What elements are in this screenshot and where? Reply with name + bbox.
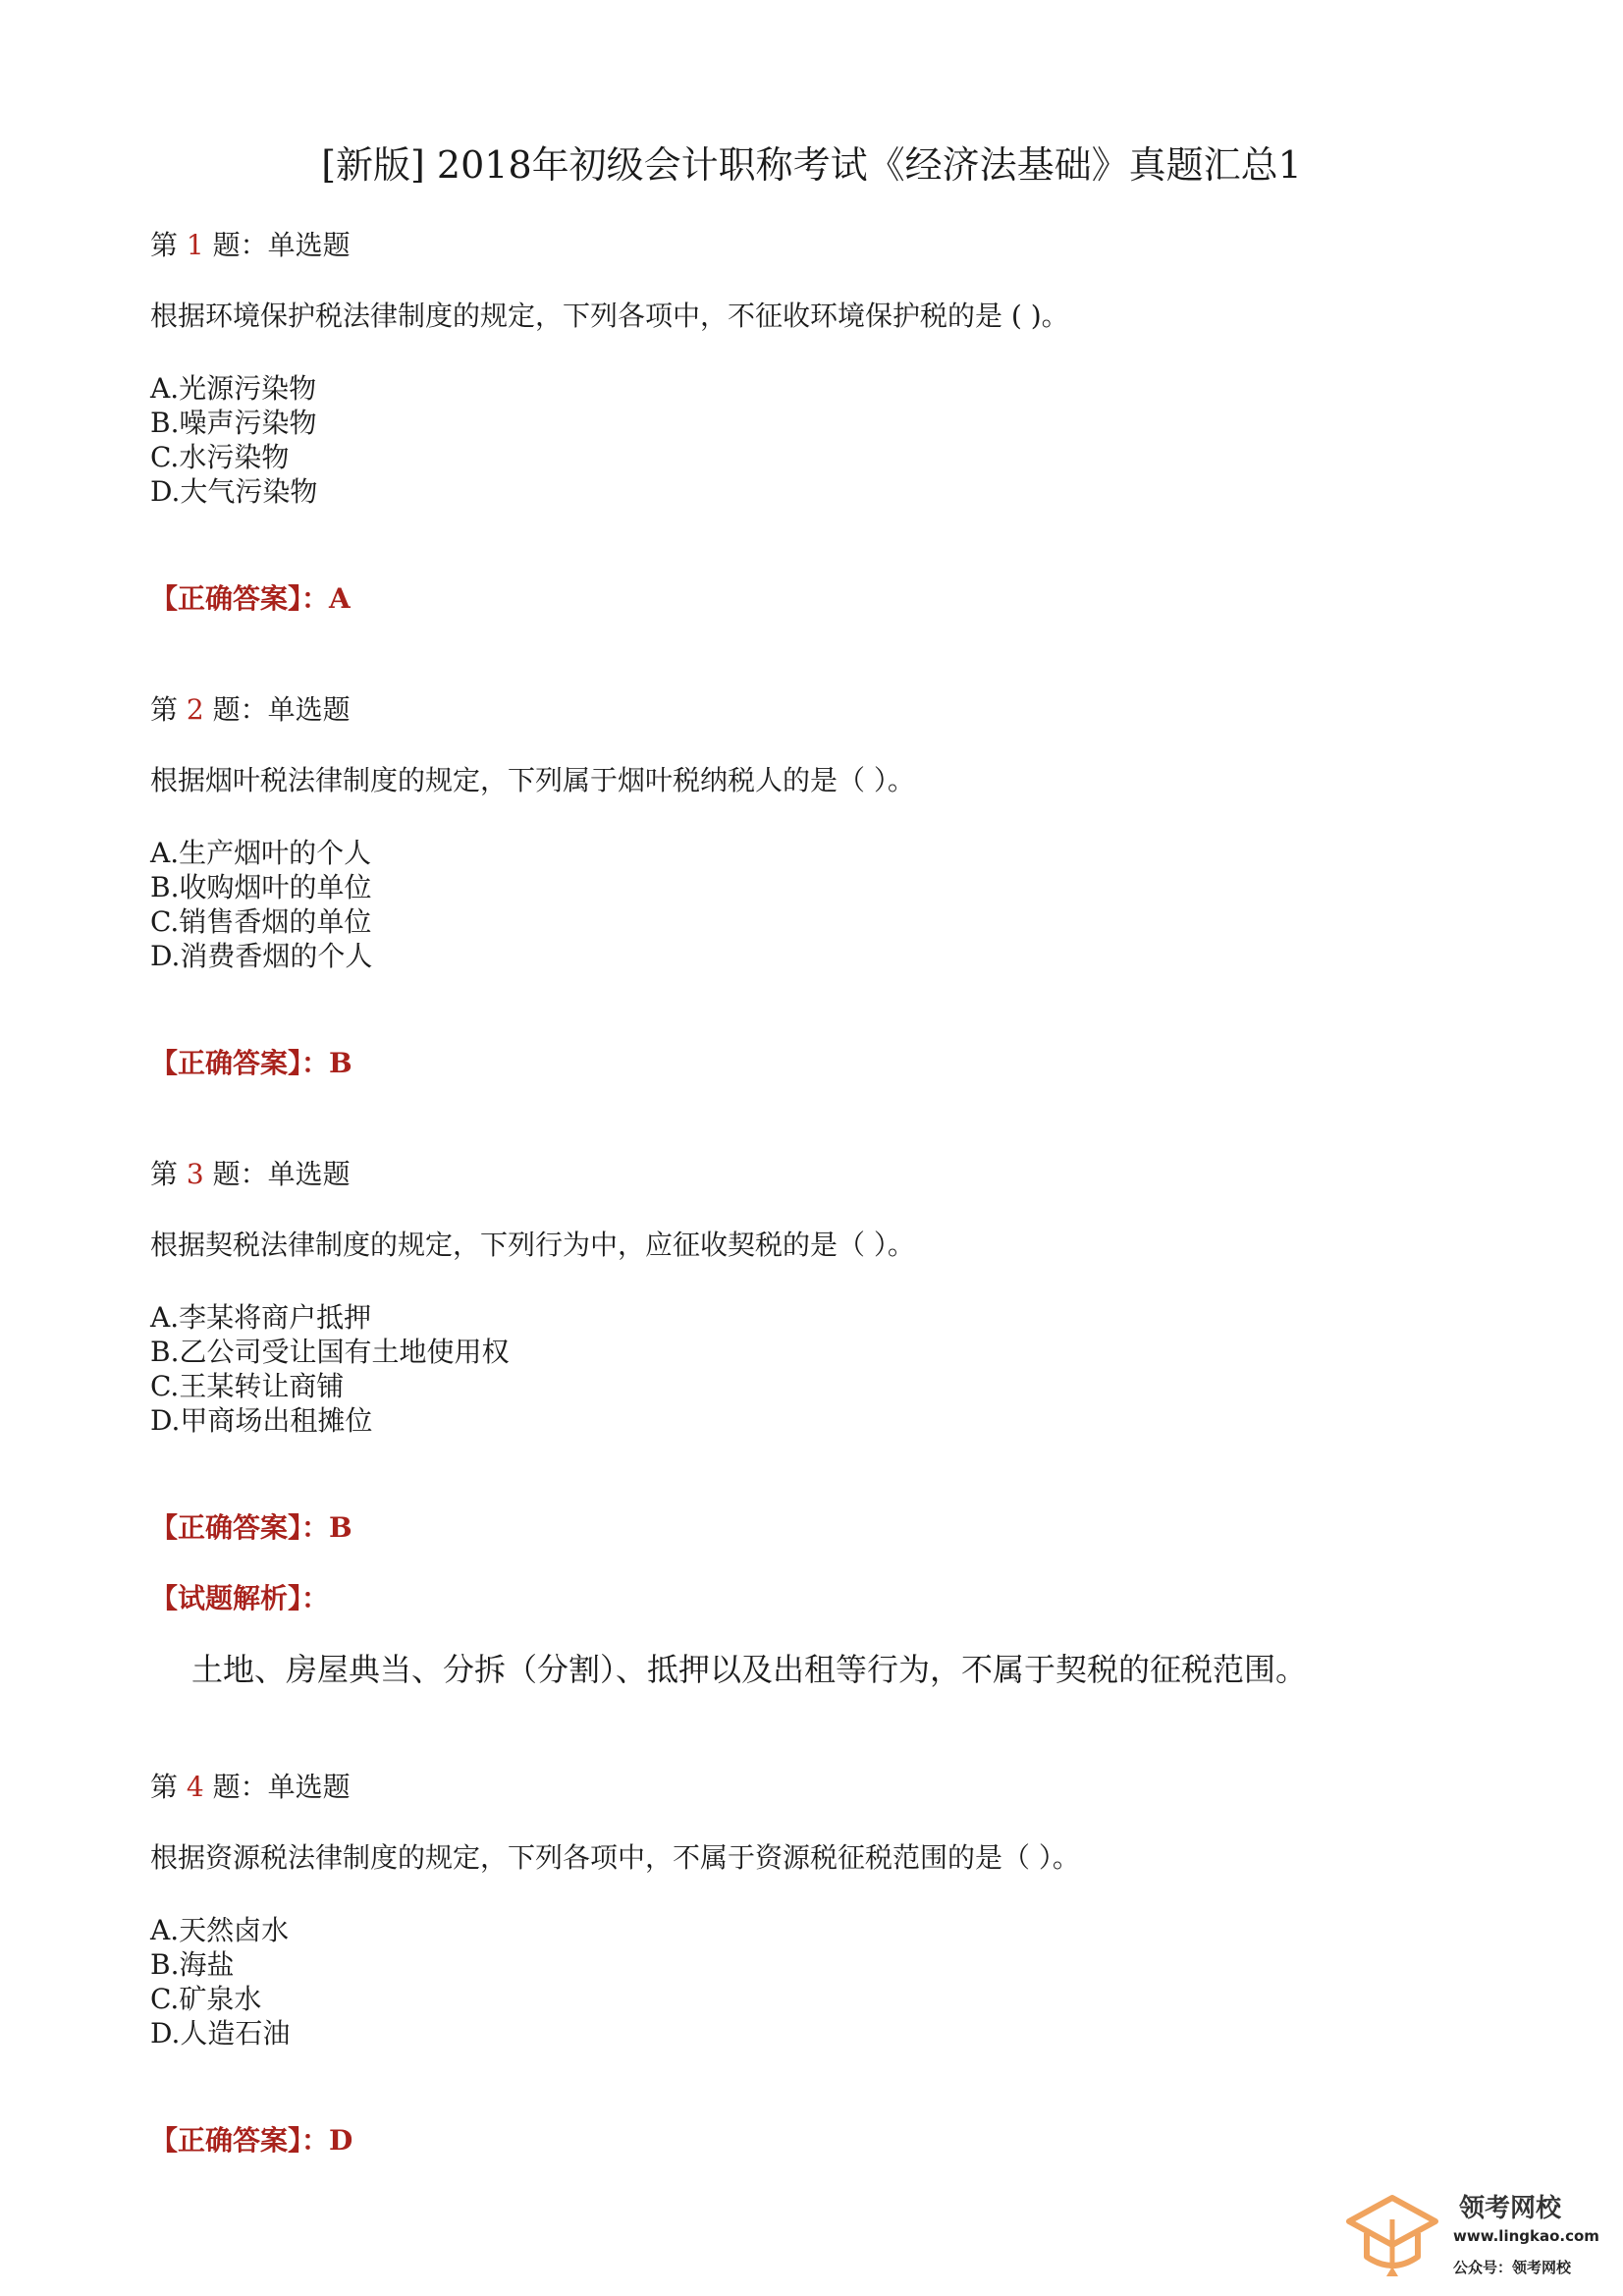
option-list [150,1300,509,1438]
option-a: A.生产烟叶的个人 [150,837,372,869]
analysis-label: 【试题解析】： [150,1582,330,1614]
option-b: B.海盐 [150,1948,235,1981]
watermark-name: 领考网校 [1459,2194,1562,2223]
question-stem: 根据烟叶税法律制度的规定，下列属于烟叶税纳税人的是（ ）。 [150,764,915,796]
watermark-public-account: 公众号：领考网校 [1453,2259,1572,2276]
correct-answer: 【正确答案】：B [150,1511,352,1544]
question-type: 题：单选题 [212,229,351,261]
question-header [150,1157,1505,1192]
page-title: [新版] 2018年初级会计职称考试《经济法基础》真题汇总1 [321,143,1302,187]
question-number: 3 [186,1158,204,1190]
question-4 [150,1770,1505,2157]
question-type: 题：单选题 [212,693,351,726]
option-b: B.收购烟叶的单位 [150,871,372,903]
option-d: D.人造石油 [150,2017,291,2050]
analysis-text: 土地、房屋典当、分拆（分割）、抵押以及出租等行为，不属于契税的征税范围。 [191,1651,1308,1688]
option-c: C.水污染物 [150,441,290,473]
question-stem: 根据契税法律制度的规定，下列行为中，应征收契税的是（ ）。 [150,1229,915,1261]
option-d: D.大气污染物 [150,475,318,508]
question-header [150,692,1505,728]
question-number: 4 [186,1771,204,1803]
question-number: 2 [186,693,204,726]
question-prefix: 第 [150,693,179,726]
watermark-logo [1343,2188,1598,2286]
option-a: A.天然卤水 [150,1914,290,1946]
question-prefix: 第 [150,229,179,261]
graduation-cap-icon [1343,2190,1441,2280]
correct-answer: 【正确答案】：D [150,2124,353,2157]
option-b: B.噪声污染物 [150,407,317,439]
question-type: 题：单选题 [212,1771,351,1803]
option-a: A.光源污染物 [150,372,317,405]
watermark-url: www.lingkao.com [1453,2227,1599,2245]
option-d: D.消费香烟的个人 [150,940,373,972]
question-prefix: 第 [150,1771,179,1803]
question-prefix: 第 [150,1158,179,1190]
question-1 [150,228,1505,615]
question-stem: 根据环境保护税法律制度的规定，下列各项中，不征收环境保护税的是 ( )。 [150,300,1069,332]
option-c: C.王某转让商铺 [150,1370,345,1402]
option-c: C.矿泉水 [150,1983,262,2015]
question-3 [150,1157,1505,1688]
option-c: C.销售香烟的单位 [150,905,372,938]
question-stem: 根据资源税法律制度的规定，下列各项中，不属于资源税征税范围的是（ ）。 [150,1841,1080,1874]
question-header [150,228,1505,263]
question-type: 题：单选题 [212,1158,351,1190]
option-list [150,836,372,973]
option-d: D.甲商场出租摊位 [150,1404,373,1437]
correct-answer: 【正确答案】：B [150,1047,352,1079]
option-list [150,371,317,509]
question-header [150,1770,1505,1805]
option-a: A.李某将商户抵押 [150,1301,372,1334]
option-b: B.乙公司受让国有土地使用权 [150,1336,510,1368]
question-2 [150,692,1505,1079]
correct-answer: 【正确答案】：A [150,582,351,615]
option-list [150,1913,290,2050]
question-number: 1 [186,229,204,261]
